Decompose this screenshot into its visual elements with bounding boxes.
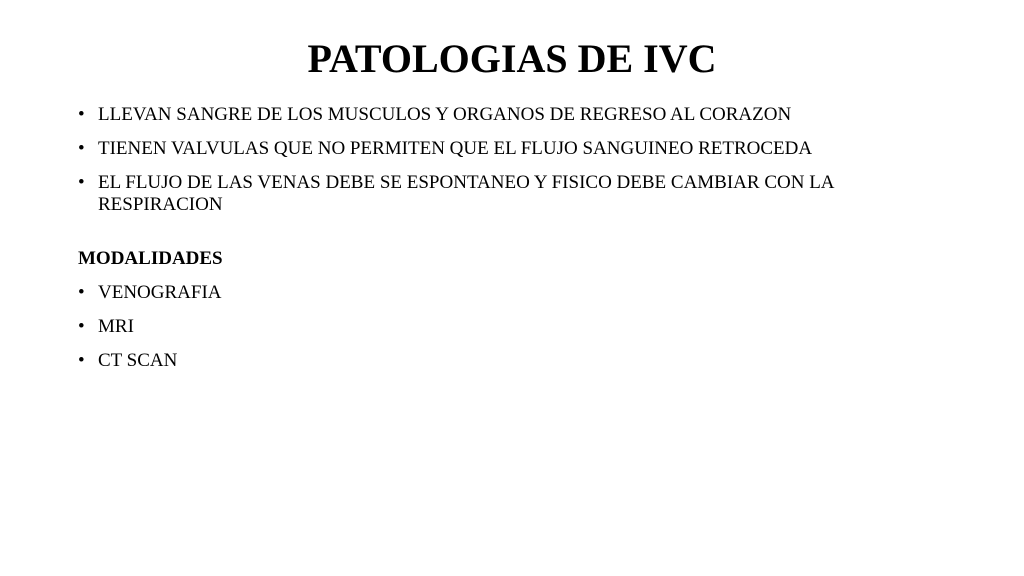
modality-text: VENOGRAFIA <box>98 282 222 303</box>
bullet-text: EL FLUJO DE LAS VENAS DEBE SE ESPONTANEO Y FISICO DEBE CAMBIAR CON LA RESPIRACION <box>98 172 834 215</box>
modalities-list <box>78 282 958 372</box>
modality-item <box>78 316 958 338</box>
main-bullet-list <box>78 104 958 216</box>
slide-title: PATOLOGIAS DE IVC <box>307 36 717 81</box>
slide-content <box>78 104 958 384</box>
modality-item <box>78 282 958 304</box>
bullet-icon: • <box>78 282 85 303</box>
bullet-icon: • <box>78 138 85 159</box>
bullet-icon: • <box>78 316 85 337</box>
bullet-icon: • <box>78 104 85 125</box>
bullet-item <box>78 138 958 160</box>
bullet-icon: • <box>78 350 85 371</box>
modality-text: CT SCAN <box>98 350 178 371</box>
bullet-item <box>78 172 958 216</box>
modality-text: MRI <box>98 316 134 337</box>
modalities-heading: MODALIDADES <box>78 248 223 269</box>
bullet-icon: • <box>78 172 85 193</box>
modality-item <box>78 350 958 372</box>
bullet-text: TIENEN VALVULAS QUE NO PERMITEN QUE EL FLUJO SANGUINEO RETROCEDA <box>98 138 813 159</box>
bullet-text: LLEVAN SANGRE DE LOS MUSCULOS Y ORGANOS DE REGRESO AL CORAZON <box>98 104 792 125</box>
bullet-item <box>78 104 958 126</box>
